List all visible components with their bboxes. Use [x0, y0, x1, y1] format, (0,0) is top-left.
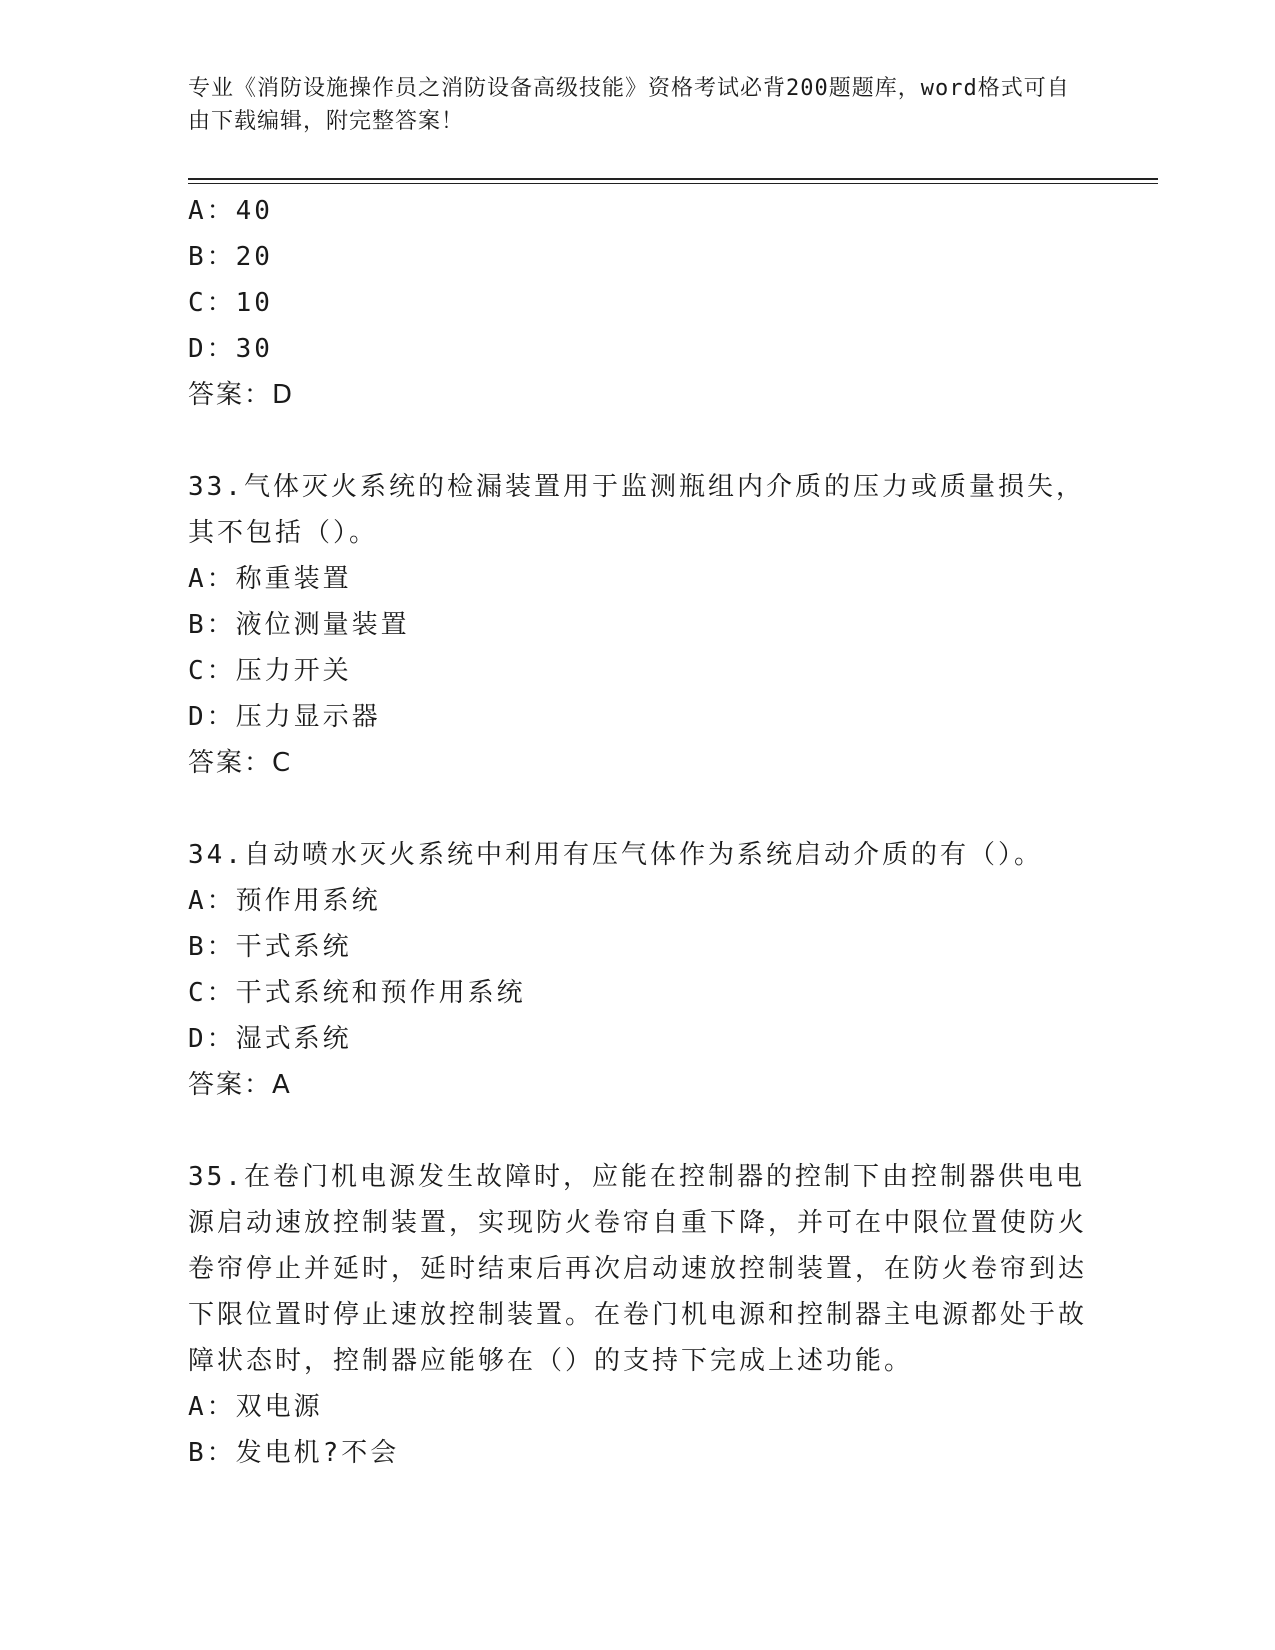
option-b: B：液位测量装置 — [188, 610, 410, 640]
question-stem: 34.自动喷水灭火系统中利用有压气体作为系统启动介质的有（）。 — [188, 840, 1043, 870]
option-a: A：称重装置 — [188, 564, 352, 594]
option-a: A：预作用系统 — [188, 886, 381, 916]
header-rule-thick — [188, 178, 1158, 180]
question-stem: 35.在卷门机电源发生故障时，应能在控制器的控制下由控制器供电电源启动速放控制装置，实现防火卷帘自重下降，并可在中限位置使防火卷帘停止并延时，延时结束后再次启动速放控制装置，在防火卷帘到达下限位置时停止速放控制装置。在卷门机电源和控制器主电源都处于故障状态时，控制器应能够在（）的支持下完成上述功能。 — [188, 1162, 1088, 1376]
question-item-34 — [188, 832, 1088, 1108]
option-c: C：压力开关 — [188, 656, 352, 686]
question-item-32 — [188, 188, 1088, 418]
option-b: B：20 — [188, 242, 273, 272]
answer-line: 答案：A — [188, 1070, 292, 1100]
header-title: 专业《消防设施操作员之消防设备高级技能》资格考试必背200题题库，word格式可自由下载编辑，附完整答案！ — [188, 76, 1070, 134]
document-header — [188, 72, 1088, 138]
option-c: C：干式系统和预作用系统 — [188, 978, 526, 1008]
option-b: B：发电机?不会 — [188, 1438, 400, 1468]
option-a: A：40 — [188, 196, 273, 226]
option-d: D：压力显示器 — [188, 702, 381, 732]
question-item-35 — [188, 1154, 1088, 1476]
option-b: B：干式系统 — [188, 932, 352, 962]
option-d: D：30 — [188, 334, 273, 364]
question-stem: 33.气体灭火系统的检漏装置用于监测瓶组内介质的压力或质量损失，其不包括（）。 — [188, 472, 1085, 548]
answer-line: 答案：D — [188, 380, 295, 410]
option-a: A：双电源 — [188, 1392, 323, 1422]
option-d: D：湿式系统 — [188, 1024, 352, 1054]
question-list — [188, 188, 1088, 1476]
header-rule-thin — [188, 183, 1158, 184]
question-item-33 — [188, 464, 1088, 786]
answer-line: 答案：C — [188, 748, 293, 778]
option-c: C：10 — [188, 288, 273, 318]
